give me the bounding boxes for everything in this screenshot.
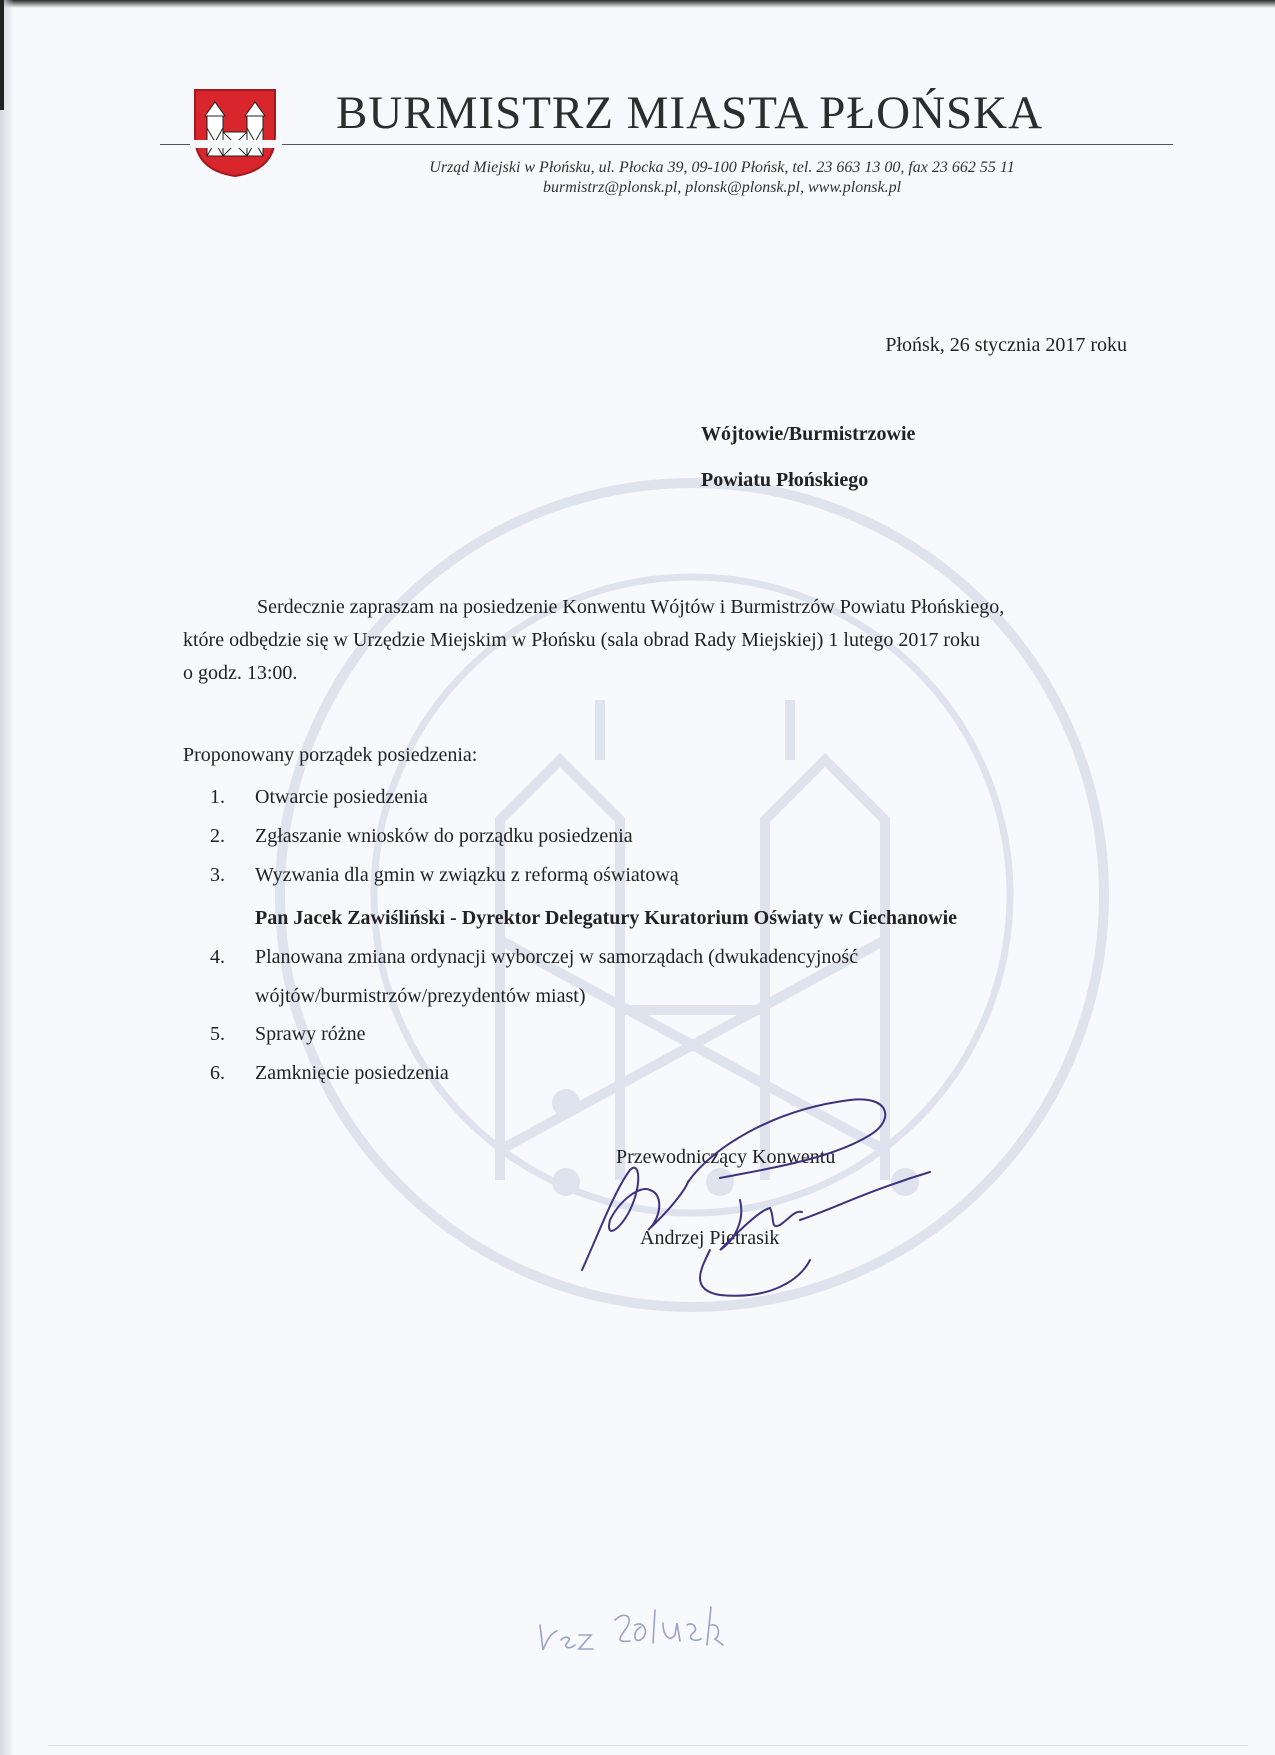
agenda-item [210, 1023, 366, 1046]
agenda-item [210, 864, 679, 887]
header-rule [160, 144, 1173, 145]
agenda-number: 1. [210, 786, 225, 808]
agenda-number: 4. [210, 946, 225, 968]
body-line-3: o godz. 13:00. [183, 662, 298, 684]
scan-edge-left [0, 0, 14, 1755]
agenda-text: Wyzwania dla gmin w związku z reformą oświatową [255, 864, 679, 886]
letter-date: Płońsk, 26 stycznia 2017 roku [885, 334, 1127, 356]
city-crest-logo [193, 88, 277, 178]
letter-body [183, 591, 1128, 690]
agenda-item [210, 786, 428, 809]
contact-email-web: burmistrz@plonsk.pl, plonsk@plonsk.pl, www.plonsk.pl [542, 179, 902, 196]
agenda-text: Zamknięcie posiedzenia [255, 1062, 449, 1084]
agenda-item [210, 1062, 449, 1085]
agenda-intro: Proponowany porządek posiedzenia: [183, 744, 478, 766]
agenda-text: Planowana zmiana ordynacji wyborczej w samorządach (dwukadencyjność [255, 946, 859, 968]
agenda-number: 5. [210, 1023, 225, 1045]
page-bottom-edge [48, 1745, 1248, 1746]
agenda-item-continuation: wójtów/burmistrzów/prezydentów miast) [255, 985, 586, 1007]
signatory-name: Andrzej Pietrasik [640, 1227, 780, 1249]
agenda-number: 6. [210, 1062, 225, 1084]
agenda-item [210, 825, 633, 848]
header-rule-gap [190, 140, 282, 148]
body-line-2: które odbędzie się w Urzędzie Miejskim w Płońsku (sala obrad Rady Miejskiej) 1 lutego 2017 roku [183, 629, 981, 651]
body-line-1: Serdecznie zapraszam na posiedzenie Konwentu Wójtów i Burmistrzów Powiatu Płońskiego, [257, 596, 1005, 618]
agenda-number: 2. [210, 825, 225, 847]
agenda-text: Zgłaszanie wniosków do porządku posiedzenia [255, 825, 633, 847]
agenda-item [210, 946, 858, 969]
signatory-title: Przewodniczący Konwentu [616, 1146, 836, 1168]
contact-address: Urząd Miejski w Płońsku, ul. Płocka 39, 09-100 Płońsk, tel. 23 663 13 00, fax 23 662 55 11 [429, 159, 1015, 176]
scan-edge-top [0, 0, 1275, 8]
handwritten-note [535, 1595, 765, 1665]
recipient-line-2: Powiatu Płońskiego [701, 469, 869, 491]
agenda-speaker: Pan Jacek Zawiśliński - Dyrektor Delegatury Kuratorium Oświaty w Ciechanowie [255, 907, 958, 929]
scan-edge-corner [0, 0, 4, 110]
recipient-line-1: Wójtowie/Burmistrzowie [701, 423, 916, 445]
letterhead-contact [282, 158, 1162, 198]
agenda-text: Sprawy różne [255, 1023, 366, 1045]
letterhead-title: BURMISTRZ MIASTA PŁOŃSKA [336, 87, 1044, 139]
agenda-number: 3. [210, 864, 225, 886]
handwritten-signature [570, 1090, 950, 1310]
agenda-text: Otwarcie posiedzenia [255, 786, 428, 808]
